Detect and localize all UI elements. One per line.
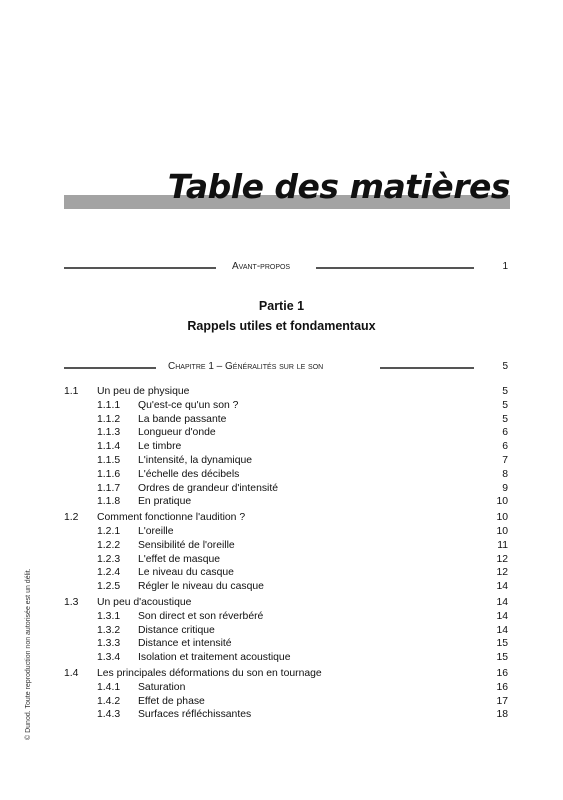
toc-entry-title: Distance et intensité: [138, 638, 232, 650]
toc-entry-num: 1.3.1: [97, 610, 121, 622]
toc-entry-page: 5: [502, 399, 508, 411]
toc-entry-page: 15: [496, 652, 508, 664]
toc-entry-title: L'intensité, la dynamique: [138, 454, 253, 466]
toc-subsection-entry[interactable]: [64, 624, 508, 638]
toc-entry-num: 1.1.7: [97, 482, 121, 494]
toc-entry-page: 10: [496, 496, 508, 508]
toc-entry-num: 1.1.2: [97, 413, 121, 425]
toc-subsection-entry[interactable]: [64, 695, 508, 709]
rule-left: [64, 267, 216, 269]
page-title: Table des matières: [167, 167, 510, 206]
toc-entry-num: 1.1: [64, 386, 79, 397]
toc-entry-page: 5: [502, 386, 508, 397]
toc-entry-num: 1.1.4: [97, 441, 121, 453]
toc-subsection-entry[interactable]: [64, 454, 508, 468]
toc-entry-title: Le timbre: [138, 441, 182, 453]
toc-entry-page: 18: [496, 709, 508, 721]
toc-entry-page: 16: [496, 681, 508, 693]
toc-entry-title: La bande passante: [138, 413, 227, 425]
toc-entries: [64, 385, 508, 722]
toc-entry-title: Son direct et son réverbéré: [138, 610, 264, 622]
copyright-notice: © Dunod. Toute reproduction non autorisée est un délit.: [25, 568, 32, 740]
toc-entry-num: 1.3.4: [97, 652, 121, 664]
toc-entry-num: 1.3: [64, 596, 79, 608]
toc-subsection-entry[interactable]: [64, 413, 508, 427]
toc-entry-num: 1.1.8: [97, 496, 121, 508]
toc-section-entry[interactable]: [64, 667, 508, 681]
rule-left: [64, 367, 156, 369]
toc-subsection-entry[interactable]: [64, 651, 508, 665]
toc-entry-page: 11: [497, 539, 508, 551]
toc-entry-title: Un peu d'acoustique: [97, 596, 192, 608]
toc-entry-page: 10: [496, 525, 508, 537]
toc-entry-page: 9: [502, 482, 508, 494]
toc-entry-page: 6: [502, 427, 508, 439]
rule-right: [316, 267, 474, 269]
toc-entry-num: 1.3.3: [97, 638, 121, 650]
toc-entry-title: Les principales déformations du son en tournage: [97, 667, 322, 679]
partie-subtitle: Rappels utiles et fondamentaux: [187, 319, 376, 333]
toc-entry-num: 1.1.3: [97, 427, 121, 439]
toc-entry-num: 1.4.3: [97, 709, 121, 721]
toc-entry-page: 7: [502, 454, 508, 466]
toc-entry-title: Effet de phase: [138, 695, 205, 707]
toc-entry-title: Qu'est-ce qu'un son ?: [138, 399, 239, 411]
toc-entry-page: 5: [502, 413, 508, 425]
toc-entry-num: 1.3.2: [97, 624, 121, 636]
toc-entry-title: Sensibilité de l'oreille: [138, 539, 235, 551]
toc-section-entry[interactable]: [64, 511, 508, 525]
rule-right: [380, 367, 474, 369]
toc-subsection-entry[interactable]: [64, 681, 508, 695]
toc-entry-title: L'effet de masque: [138, 553, 221, 565]
toc-entry-num: 1.4.1: [97, 681, 121, 693]
toc-entry-num: 1.2.5: [97, 581, 121, 593]
toc-entry-page: 12: [496, 553, 508, 565]
toc-entry-title: Régler le niveau du casque: [138, 581, 264, 593]
toc-entry-page: 14: [496, 581, 508, 593]
toc-entry-title: Surfaces réfléchissantes: [138, 709, 252, 721]
toc-entry-page: 16: [496, 667, 508, 679]
toc-subsection-entry[interactable]: [64, 539, 508, 553]
toc-entry-title: Longueur d'onde: [138, 427, 216, 439]
partie-heading: Partie 1: [258, 299, 305, 313]
chapitre-line[interactable]: [64, 362, 508, 372]
toc-subsection-entry[interactable]: [64, 566, 508, 580]
toc-subsection-entry[interactable]: [64, 399, 508, 413]
toc-entry-title: Un peu de physique: [97, 386, 190, 397]
toc-subsection-entry[interactable]: [64, 637, 508, 651]
toc-entry-page: 6: [502, 441, 508, 453]
chapitre-label: Chapitre 1 – Généralités sur le son: [168, 361, 324, 372]
toc-entry-num: 1.1.1: [97, 399, 121, 411]
toc-entry-num: 1.1.6: [97, 468, 121, 480]
avant-propos-page: 1: [502, 261, 508, 272]
toc-entry-page: 10: [496, 512, 508, 524]
toc-entry-num: 1.4: [64, 667, 79, 679]
toc-entry-page: 14: [496, 610, 508, 622]
toc-subsection-entry[interactable]: [64, 482, 508, 496]
toc-entry-title: Saturation: [138, 681, 186, 693]
toc-entry-num: 1.1.5: [97, 454, 121, 466]
toc-entry-title: Isolation et traitement acoustique: [138, 652, 291, 664]
toc-entry-page: 8: [502, 468, 508, 480]
toc-entry-title: Ordres de grandeur d'intensité: [138, 482, 279, 494]
avant-propos-label: Avant-propos: [232, 261, 291, 272]
toc-entry-page: 15: [496, 638, 508, 650]
toc-entry-title: L'échelle des décibels: [138, 468, 240, 480]
toc-entry-title: Le niveau du casque: [138, 567, 234, 579]
toc-entry-title: Distance critique: [138, 624, 215, 636]
toc-subsection-entry[interactable]: [64, 525, 508, 539]
toc-section-entry[interactable]: [64, 596, 508, 610]
toc-entry-num: 1.2.4: [97, 567, 121, 579]
toc-subsection-entry[interactable]: [64, 440, 508, 454]
toc-entry-page: 14: [496, 596, 508, 608]
toc-entry-page: 12: [496, 567, 508, 579]
toc-subsection-entry[interactable]: [64, 580, 508, 594]
toc-subsection-entry[interactable]: [64, 553, 508, 567]
toc-entry-title: En pratique: [138, 496, 192, 508]
toc-section-entry[interactable]: [64, 385, 508, 399]
toc-entry-title: Comment fonctionne l'audition ?: [97, 512, 246, 524]
toc-entry-num: 1.2.1: [97, 525, 121, 537]
toc-entry-page: 17: [496, 695, 508, 707]
avant-propos-line[interactable]: [64, 262, 508, 272]
toc-subsection-entry[interactable]: [64, 426, 508, 440]
toc-entry-title: L'oreille: [138, 525, 174, 537]
toc-entry-page: 14: [496, 624, 508, 636]
toc-subsection-entry[interactable]: [64, 495, 508, 509]
toc-entry-num: 1.2: [64, 512, 79, 524]
toc-subsection-entry[interactable]: [64, 468, 508, 482]
chapitre-page: 5: [502, 361, 508, 372]
toc-subsection-entry[interactable]: [64, 708, 508, 722]
toc-entry-num: 1.2.3: [97, 553, 121, 565]
toc-entry-num: 1.2.2: [97, 539, 121, 551]
toc-entry-num: 1.4.2: [97, 695, 121, 707]
toc-subsection-entry[interactable]: [64, 610, 508, 624]
